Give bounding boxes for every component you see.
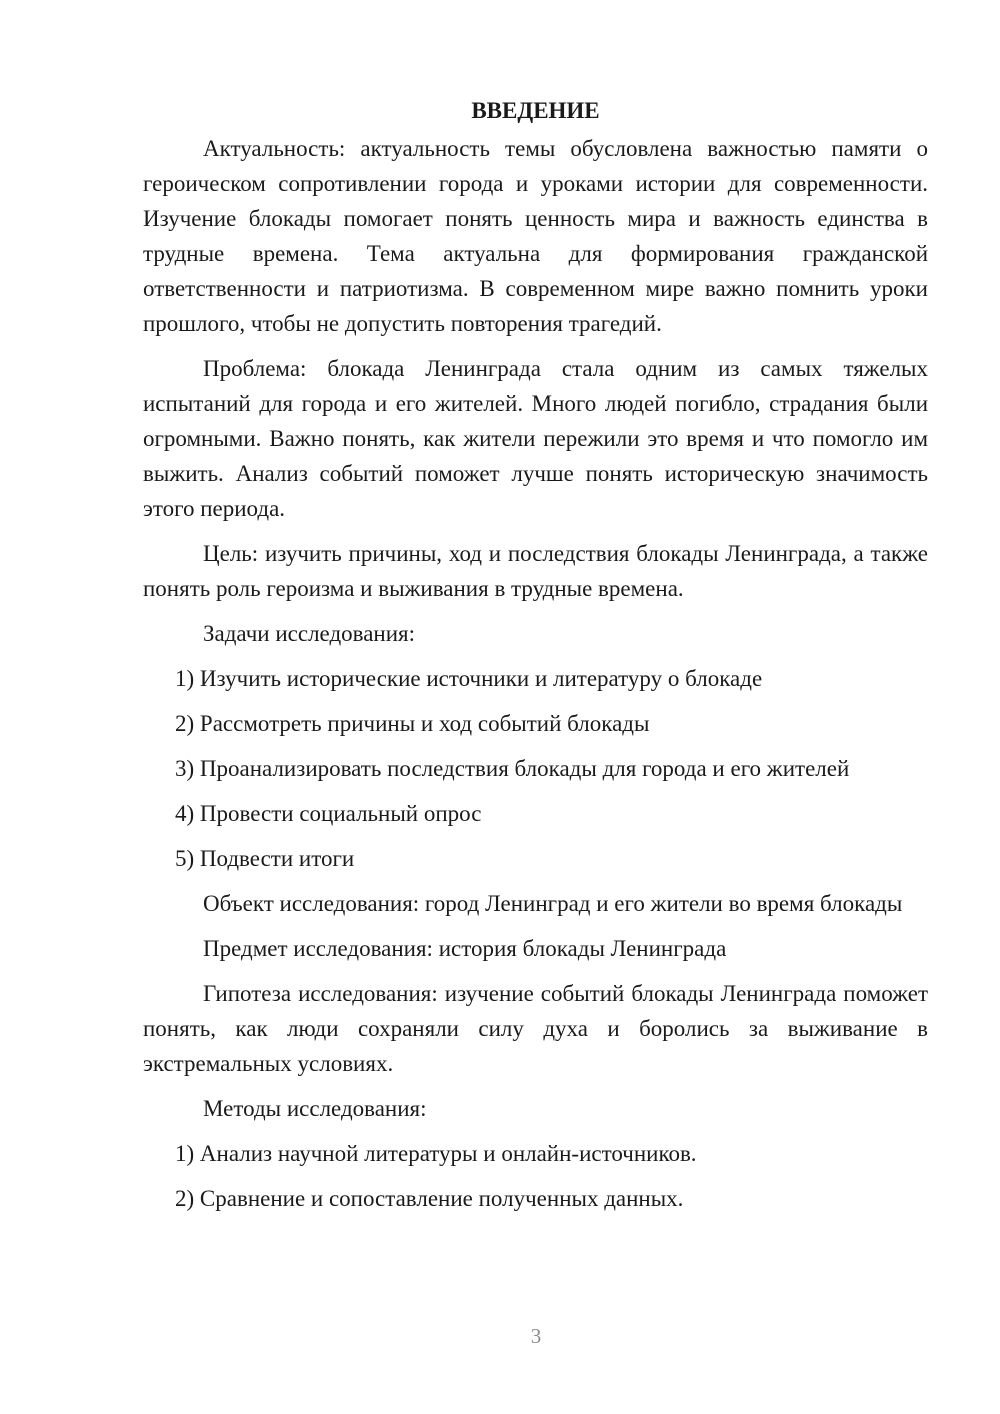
method-item-2: 2) Сравнение и сопоставление полученных данных. — [175, 1186, 684, 1211]
object-paragraph: Объект исследования: город Ленинград и его жители во время блокады — [203, 891, 903, 916]
problem-paragraph: Проблема: блокада Ленинграда стала одним из самых тяжелых испытаний для города и его жителей. Много людей погибло, страдания были огромными. Важно понять, как жители пережили это время и что помогло им выжить. Анализ событий поможет лучше понять историческую значимость этого периода. — [143, 356, 928, 521]
tasks-heading: Задачи исследования: — [203, 621, 416, 646]
task-item-4: 4) Провести социальный опрос — [175, 801, 482, 826]
section-title: ВВЕДЕНИЕ — [471, 98, 600, 123]
page-number: 3 — [530, 1324, 542, 1348]
task-item-5: 5) Подвести итоги — [175, 846, 355, 871]
task-item-3: 3) Проанализировать последствия блокады для города и его жителей — [175, 756, 850, 781]
task-item-2: 2) Рассмотреть причины и ход событий блокады — [175, 711, 650, 736]
subject-paragraph: Предмет исследования: история блокады Ленинграда — [203, 936, 727, 961]
method-item-1: 1) Анализ научной литературы и онлайн-источников. — [175, 1141, 697, 1166]
goal-paragraph: Цель: изучить причины, ход и последствия блокады Ленинграда, а также понять роль героизма и выживания в трудные времена. — [143, 541, 928, 601]
task-item-1: 1) Изучить исторические источники и литературу о блокаде — [175, 666, 763, 691]
methods-heading: Методы исследования: — [203, 1096, 427, 1121]
hypothesis-paragraph: Гипотеза исследования: изучение событий блокады Ленинграда поможет понять, как люди сохраняли силу духа и боролись за выживание в экстремальных условиях. — [143, 981, 928, 1076]
page-body — [143, 93, 928, 1226]
relevance-paragraph: Актуальность: актуальность темы обусловлена важностью памяти о героическом сопротивлении города и уроками истории для современности. Изучение блокады помогает понять ценность мира и важность единства в трудные времена. Тема актуальна для формирования гражданской ответственности и патриотизма. В современном мире важно помнить уроки прошлого, чтобы не допустить повторения трагедий. — [143, 136, 928, 336]
methods-list — [143, 1136, 928, 1216]
tasks-list — [143, 661, 928, 876]
